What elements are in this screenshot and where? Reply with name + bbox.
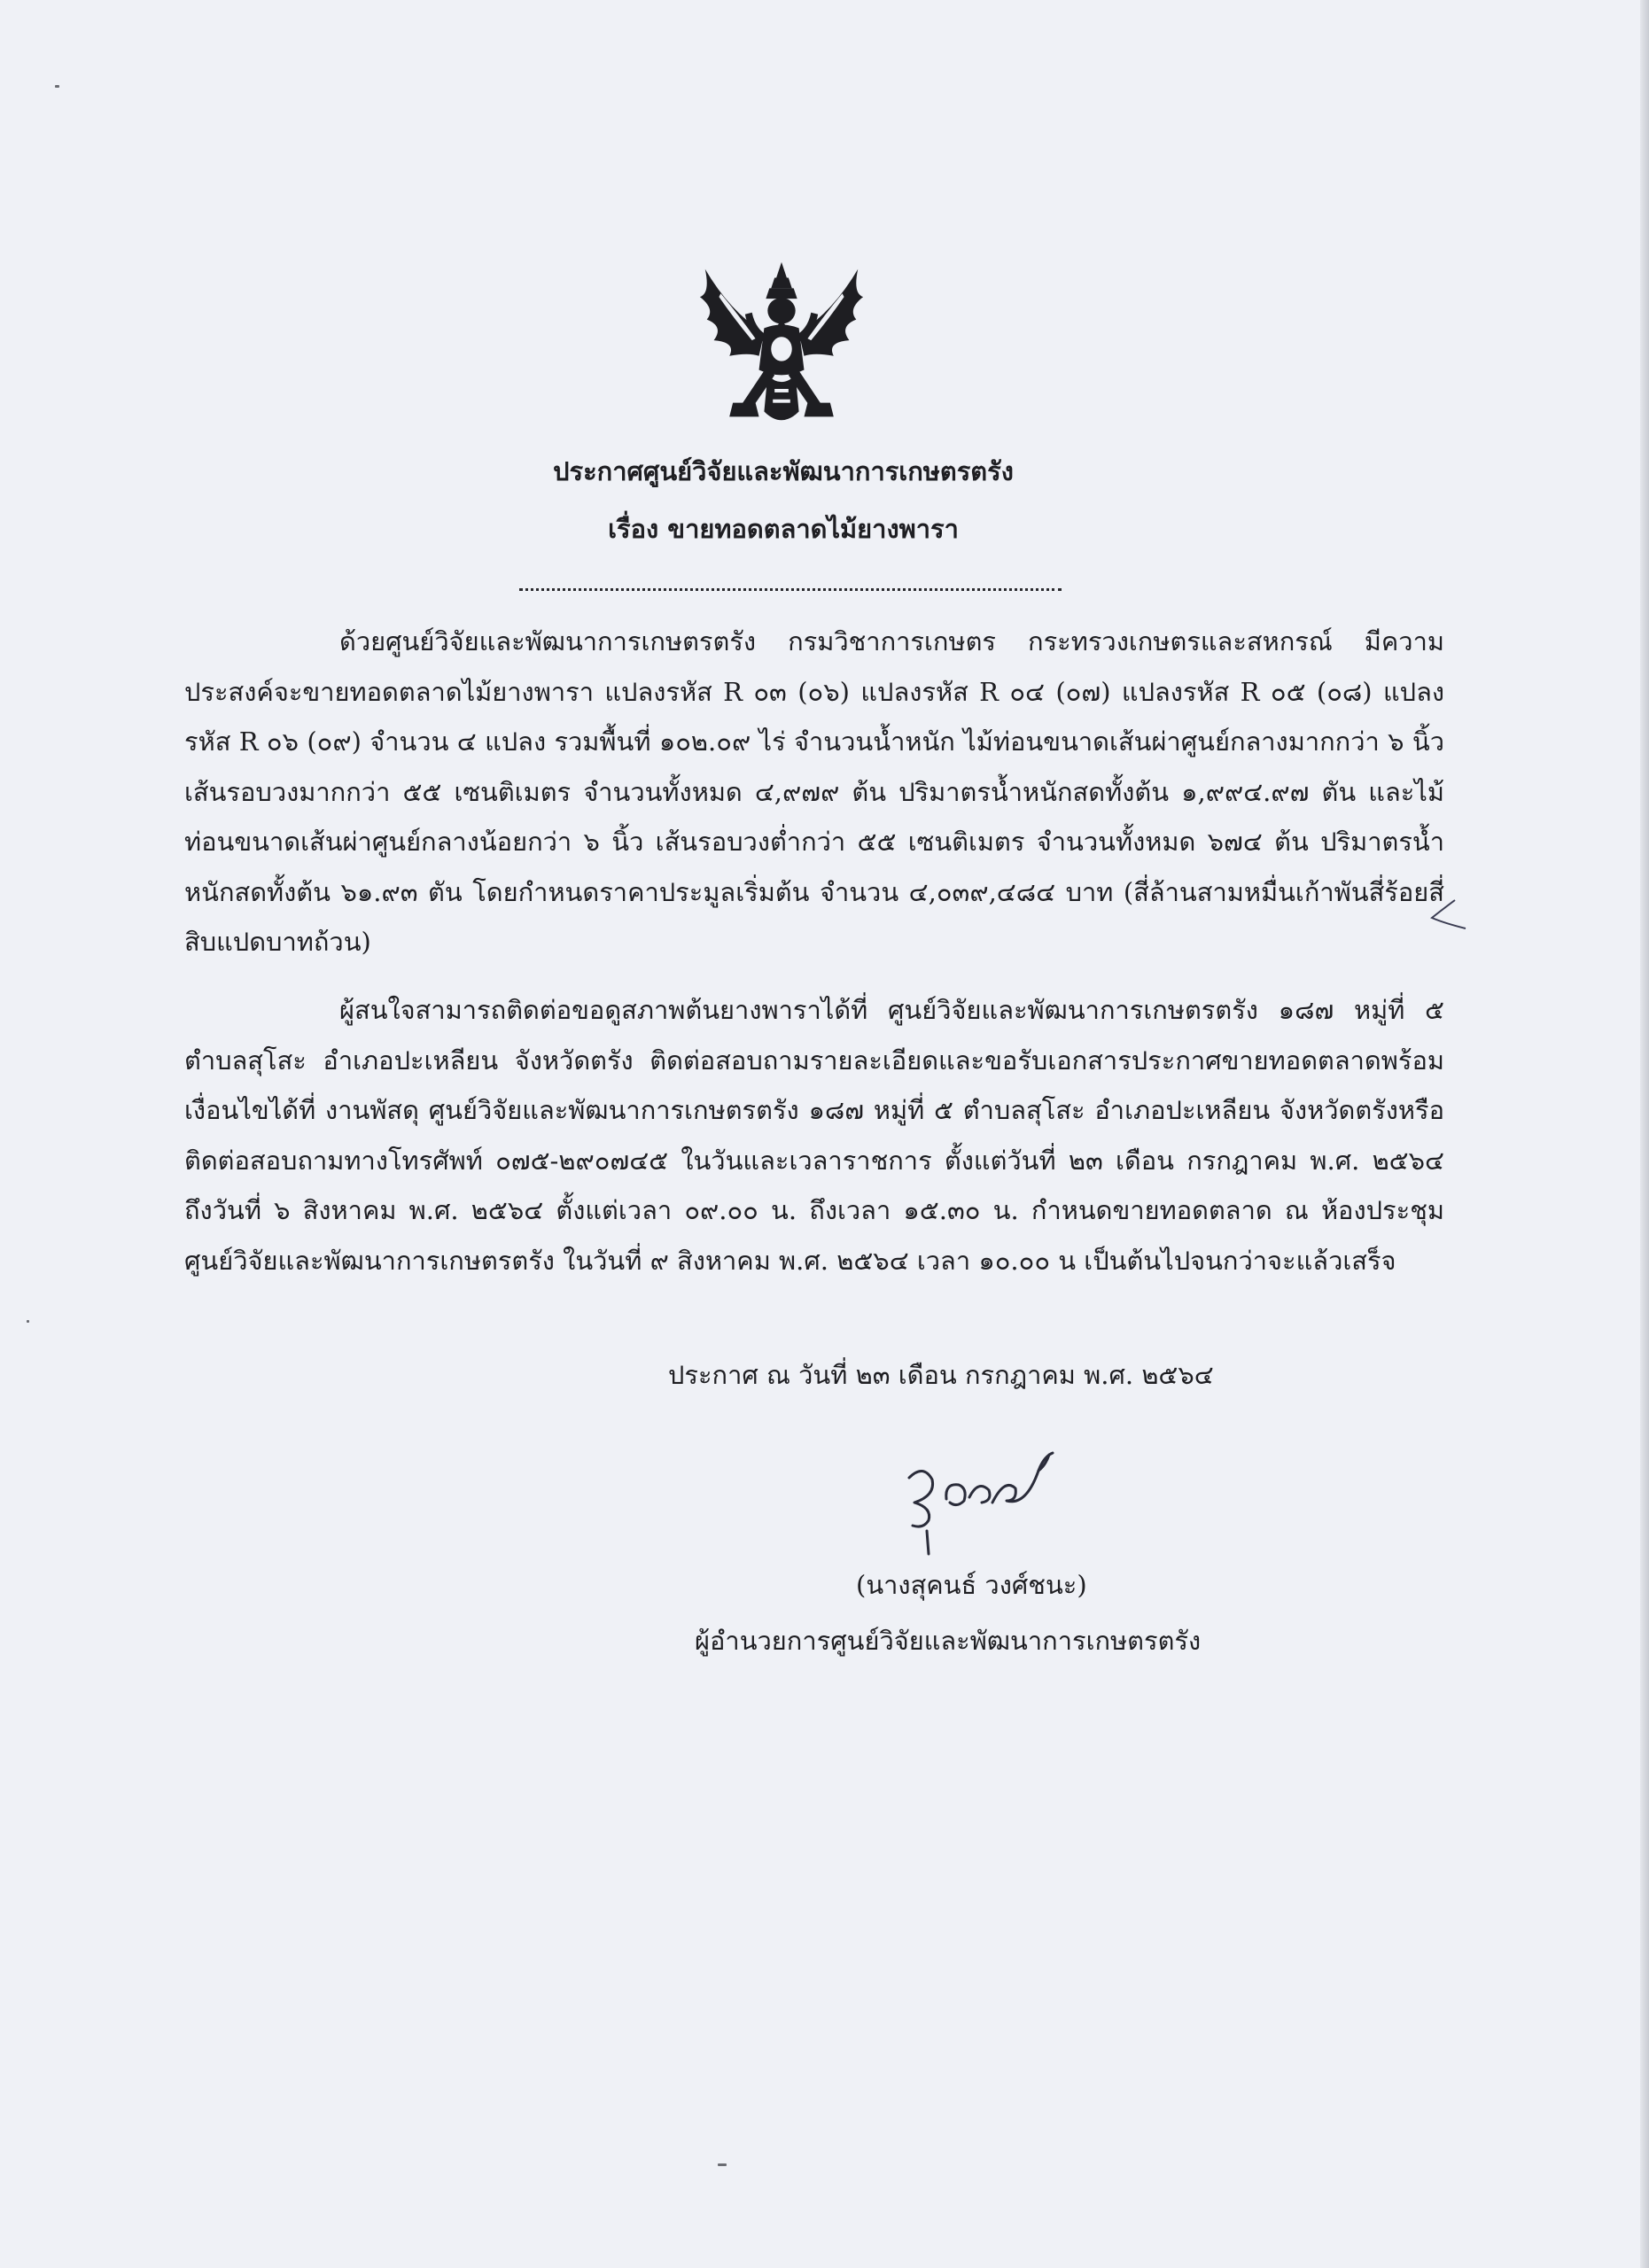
announcement-date: ประกาศ ณ วันที่ ๒๓ เดือน กรกฎาคม พ.ศ. ๒๕๖๔ <box>668 1360 1214 1390</box>
signer-title: ผู้อำนวยการศูนย์วิจัยและพัฒนาการเกษตรตรัง <box>695 1626 1202 1656</box>
signer-name: (นางสุคนธ์ วงศ์ชนะ) <box>856 1570 1087 1600</box>
garuda-emblem-icon <box>695 259 868 432</box>
scan-speck <box>718 2163 727 2166</box>
body-paragraph-2: ผู้สนใจสามารถติดต่อขอดูสภาพต้นยางพาราได้ที่ ศูนย์วิจัยและพัฒนาการเกษตรตรัง ๑๘๗ หมู่ที่ ๕ ตำบลสุโสะ อำเภอปะเหลียน จังหวัดตรัง ติดต่อสอบถามรายละเอียดและขอรับเอกสารประกาศขายทอดตลาดพร้อมเงื่อนไขได้ที่ งานพัสดุ ศูนย์วิจัยและพัฒนาการเกษตรตรัง ๑๘๗ หมู่ที่ ๕ ตำบลสุโสะ อำเภอปะเหลียน จังหวัดตรังหรือติดต่อสอบถามทางโทรศัพท์ ๐๗๕-๒๙๐๗๔๕ ในวันและเวลาราชการ ตั้งแต่วันที่ ๒๓ เดือน กรกฎาคม พ.ศ. ๒๕๖๔ ถึงวันที่ ๖ สิงหาคม พ.ศ. ๒๕๖๔ ตั้งแต่เวลา ๐๙.๐๐ น. ถึงเวลา ๑๕.๓๐ น. กำหนดขายทอดตลาด ณ ห้องประชุมศูนย์วิจัยและพัฒนาการเกษตรตรัง ในวันที่ ๙ สิงหาคม พ.ศ. ๒๕๖๔ เวลา ๑๐.๐๐ น เป็นต้นไปจนกว่าจะแล้วเสร็จ <box>184 995 1444 1276</box>
body-paragraph-1: ด้วยศูนย์วิจัยและพัฒนาการเกษตรตรัง กรมวิชาการเกษตร กระทรวงเกษตรและสหกรณ์ มีความประสงค์จะขายทอดตลาดไม้ยางพารา แปลงรหัส R ๐๓ (๐๖) แปลงรหัส R ๐๔ (๐๗) แปลงรหัส R ๐๕ (๐๘) แปลงรหัส R ๐๖ (๐๙) จำนวน ๔ แปลง รวมพื้นที่ ๑๐๒.๐๙ ไร่ จำนวนน้ำหนัก ไม้ท่อนขนาดเส้นผ่าศูนย์กลางมากกว่า ๖ นิ้ว เส้นรอบวงมากกว่า ๕๕ เซนติเมตร จำนวนทั้งหมด ๔,๙๗๙ ต้น ปริมาตรน้ำหนักสดทั้งต้น ๑,๙๙๔.๙๗ ตัน และไม้ท่อนขนาดเส้นผ่าศูนย์กลางน้อยกว่า ๖ นิ้ว เส้นรอบวงต่ำกว่า ๕๕ เซนติเมตร จำนวนทั้งหมด ๖๗๔ ต้น ปริมาตรน้ำหนักสดทั้งต้น ๖๑.๙๓ ตัน โดยกำหนดราคาประมูลเริ่มต้น จำนวน ๔,๐๓๙,๔๘๔ บาท (สี่ล้านสามหมื่นเก้าพันสี่ร้อยสี่สิบแปดบาทถ้วน) <box>184 626 1444 957</box>
scan-edge-shadow <box>1640 0 1649 2268</box>
pen-tick-mark-icon <box>1428 897 1469 932</box>
scan-speck <box>27 1320 29 1323</box>
scan-speck <box>55 85 59 88</box>
document-subject: เรื่อง ขายทอดตลาดไม้ยางพารา <box>608 514 959 544</box>
dotted-divider <box>519 588 1062 591</box>
document-title: ประกาศศูนย์วิจัยและพัฒนาการเกษตรตรัง <box>553 456 1014 486</box>
handwritten-signature-icon <box>893 1444 1079 1559</box>
